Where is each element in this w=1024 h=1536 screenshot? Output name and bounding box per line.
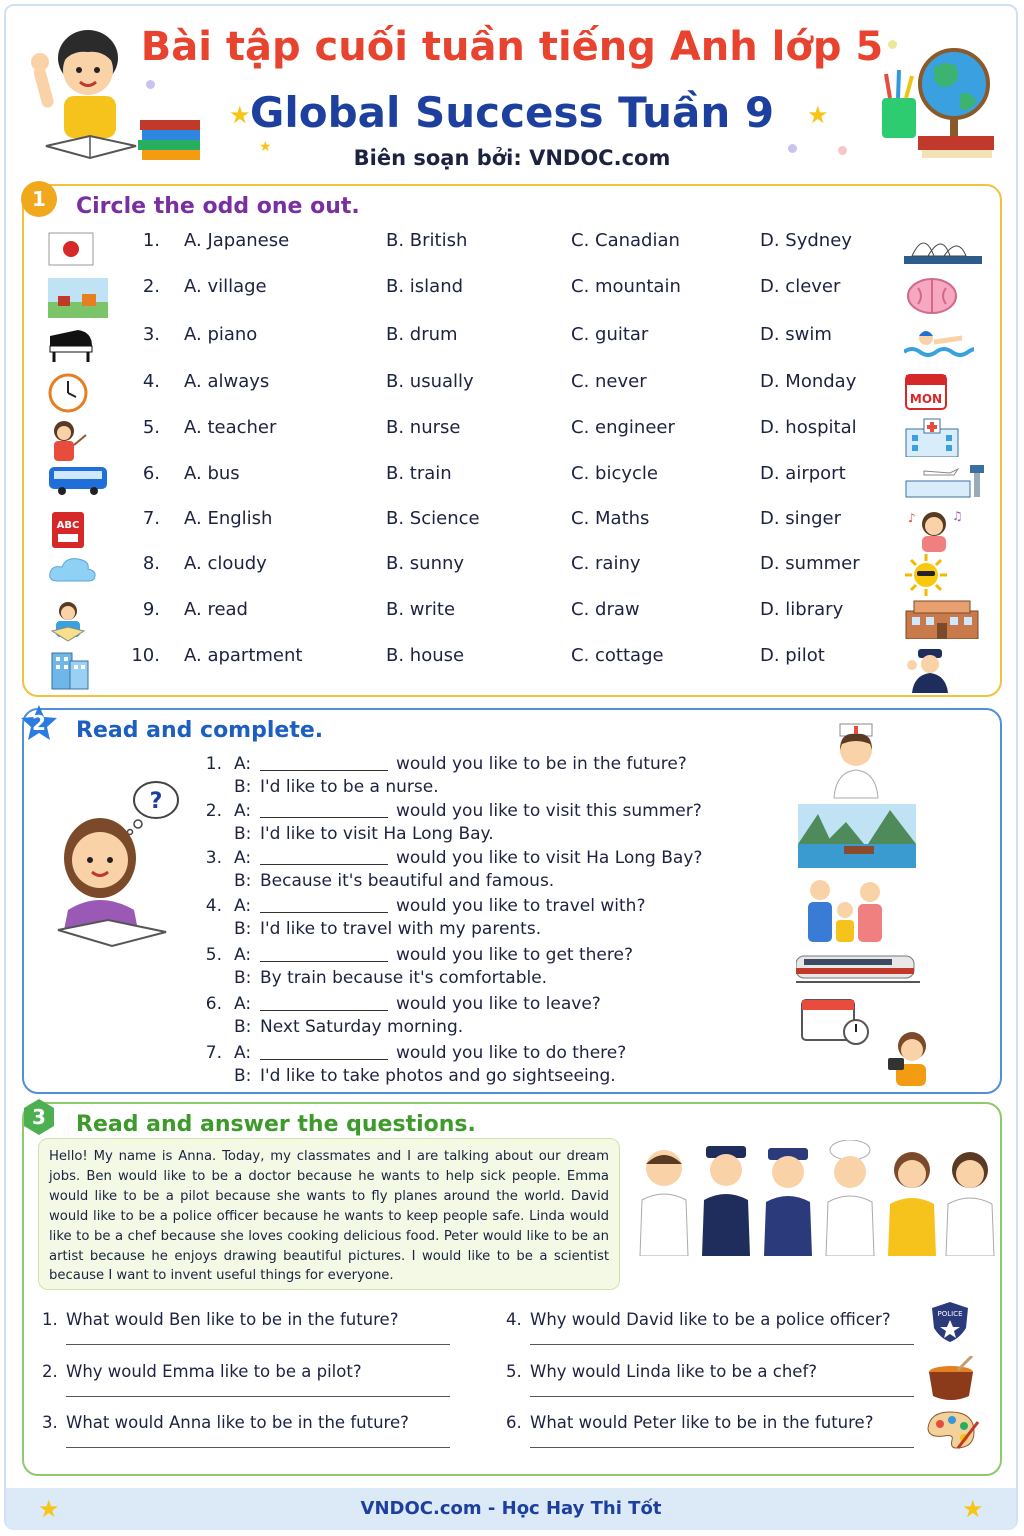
speaker-a-label: A: [234, 896, 252, 916]
answer-blank[interactable] [260, 961, 388, 962]
speaker-b-label: B: [234, 777, 252, 797]
dialogue-item [200, 896, 800, 942]
dialogue-item [200, 848, 800, 894]
option-d[interactable]: D. singer [760, 508, 841, 529]
paint-palette-icon [924, 1408, 980, 1454]
comprehension-question [42, 1413, 409, 1432]
svg-text:?: ? [149, 789, 163, 814]
village-icon [48, 278, 94, 312]
option-a[interactable]: A. Japanese [184, 230, 290, 251]
option-b[interactable]: B. island [386, 276, 464, 297]
question-number: 3. [142, 324, 160, 345]
answer-blank[interactable] [260, 912, 388, 913]
page-title: Bài tập cuối tuần tiếng Anh lớp 5 [140, 24, 884, 70]
answer-blank[interactable] [260, 817, 388, 818]
dialogue-answer: I'd like to be a nurse. [260, 777, 439, 797]
girl-thinking-icon [38, 780, 198, 960]
speaker-a-label: A: [234, 1043, 252, 1063]
section-2-badge-icon [20, 704, 58, 742]
dream-jobs-people-icon [634, 1140, 996, 1256]
option-d[interactable]: D. library [760, 599, 844, 620]
question-row [24, 645, 1004, 685]
question-row [24, 553, 1004, 593]
question-row [24, 417, 1004, 457]
section-1-badge-icon [20, 180, 58, 218]
photographer-girl-icon [886, 1028, 936, 1088]
question-text: What would Peter like to be in the future? [530, 1413, 874, 1432]
dialogue-number: 1. [205, 754, 222, 774]
section-3-title: Read and answer the questions. [76, 1112, 476, 1137]
page-subtitle: Global Success Tuần 9 [249, 88, 775, 137]
question-number: 4. [506, 1310, 522, 1329]
answer-line[interactable] [66, 1396, 450, 1397]
option-a[interactable]: A. village [184, 276, 267, 297]
speaker-b-label: B: [234, 1017, 252, 1037]
option-b[interactable]: B. train [386, 463, 452, 484]
answer-blank[interactable] [260, 1059, 388, 1060]
comprehension-question [506, 1362, 818, 1381]
option-d[interactable]: D. clever [760, 276, 841, 297]
option-a[interactable]: A. apartment [184, 645, 303, 666]
piano-icon [48, 326, 94, 360]
dialogue-question: would you like to leave? [396, 994, 601, 1014]
speaker-a-label: A: [234, 754, 252, 774]
question-number: 5. [142, 417, 160, 438]
question-number: 7. [142, 508, 160, 529]
option-b[interactable]: B. drum [386, 324, 458, 345]
dialogue-item [200, 801, 800, 847]
brain-icon [904, 276, 964, 314]
option-d[interactable]: D. summer [760, 553, 860, 574]
dialogue-number: 5. [205, 945, 222, 965]
option-a[interactable]: A. cloudy [184, 553, 267, 574]
question-number: 2. [42, 1362, 58, 1381]
dialogue-question: would you like to do there? [396, 1043, 627, 1063]
question-number: 1. [142, 230, 160, 251]
option-c[interactable]: C. mountain [571, 276, 681, 297]
section-1-title: Circle the odd one out. [76, 194, 360, 219]
dialogue-number: 6. [205, 994, 222, 1014]
calendar-icon [904, 371, 964, 409]
option-c[interactable]: C. Canadian [571, 230, 680, 251]
dialogue-answer: Next Saturday morning. [260, 1017, 464, 1037]
question-row [24, 324, 1004, 364]
abc-book-icon [48, 510, 94, 544]
option-b[interactable]: B. sunny [386, 553, 465, 574]
question-row [24, 599, 1004, 639]
police-badge-icon [928, 1300, 972, 1344]
nurse-icon [826, 720, 886, 800]
speaker-b-label: B: [234, 919, 252, 939]
option-b[interactable]: B. Science [386, 508, 480, 529]
option-a[interactable]: A. always [184, 371, 270, 392]
section-2-title: Read and complete. [76, 718, 324, 743]
answer-line[interactable] [530, 1344, 914, 1345]
option-c[interactable]: C. bicycle [571, 463, 658, 484]
svg-text:♪: ♪ [908, 511, 916, 525]
svg-text:♫: ♫ [952, 509, 963, 523]
singer-icon [904, 508, 964, 546]
question-row [24, 276, 1004, 316]
option-c[interactable]: C. rainy [571, 553, 641, 574]
option-c[interactable]: C. draw [571, 599, 640, 620]
sydney-opera-house-icon [904, 230, 964, 268]
speaker-a-label: A: [234, 848, 252, 868]
question-row [24, 508, 1004, 548]
train-icon [796, 946, 920, 988]
option-b[interactable]: B. write [386, 599, 456, 620]
question-row [24, 463, 1004, 503]
reading-boy-icon [48, 601, 94, 635]
section-odd-one-out [22, 184, 1002, 697]
dialogue-number: 2. [205, 801, 222, 821]
option-a[interactable]: A. teacher [184, 417, 277, 438]
option-b[interactable]: B. nurse [386, 417, 461, 438]
question-text: Why would Emma like to be a pilot? [66, 1362, 362, 1381]
question-text: Why would David like to be a police officer? [530, 1310, 891, 1329]
footer [6, 1488, 1016, 1530]
speaker-b-label: B: [234, 968, 252, 988]
option-d[interactable]: D. hospital [760, 417, 857, 438]
dialogue-item [200, 1043, 800, 1089]
option-c[interactable]: C. guitar [571, 324, 649, 345]
clock-icon [48, 373, 94, 407]
section-1-number: 1 [32, 187, 46, 211]
option-a[interactable]: A. English [184, 508, 273, 529]
sun-icon [904, 553, 964, 591]
section-read-answer [22, 1102, 1002, 1476]
option-a[interactable]: A. bus [184, 463, 240, 484]
option-b[interactable]: B. usually [386, 371, 474, 392]
option-d[interactable]: D. Sydney [760, 230, 852, 251]
bus-icon [48, 465, 94, 499]
section-read-complete [22, 708, 1002, 1094]
speaker-a-label: A: [234, 994, 252, 1014]
question-number: 6. [506, 1413, 522, 1432]
dialogue-answer: Because it's beautiful and famous. [260, 871, 555, 891]
speaker-a-label: A: [234, 801, 252, 821]
answer-line[interactable] [66, 1344, 450, 1345]
answer-blank[interactable] [260, 1010, 388, 1011]
option-c[interactable]: C. Maths [571, 508, 650, 529]
answer-line[interactable] [66, 1447, 450, 1448]
dialogue-item [200, 994, 800, 1040]
cloud-icon [48, 555, 94, 589]
family-icon [800, 876, 892, 946]
comprehension-question [42, 1310, 399, 1329]
svg-text:POLICE: POLICE [937, 1310, 963, 1318]
question-number: 9. [142, 599, 160, 620]
option-b[interactable]: B. house [386, 645, 465, 666]
speaker-a-label: A: [234, 945, 252, 965]
option-d[interactable]: D. airport [760, 463, 846, 484]
speaker-b-label: B: [234, 871, 252, 891]
option-d[interactable]: D. pilot [760, 645, 825, 666]
section-2-number: 2 [32, 711, 46, 735]
question-text: What would Ben like to be in the future? [66, 1310, 399, 1329]
option-c[interactable]: C. engineer [571, 417, 675, 438]
option-d[interactable]: D. Monday [760, 371, 857, 392]
question-text: What would Anna like to be in the future? [66, 1413, 409, 1432]
cooking-pot-icon [924, 1356, 978, 1402]
calendar-clock-icon [800, 994, 872, 1046]
footer-star-left-icon: ★ [38, 1495, 60, 1523]
library-icon [904, 599, 964, 637]
svg-text:MON: MON [909, 392, 943, 406]
svg-text:ABC: ABC [56, 520, 80, 531]
dialogue-question: would you like to visit Ha Long Bay? [396, 848, 703, 868]
question-number: 8. [142, 553, 160, 574]
section-3-number: 3 [32, 1105, 46, 1129]
pilot-icon [904, 645, 964, 683]
japan-flag-icon [48, 232, 94, 266]
reading-passage: Hello! My name is Anna. Today, my classmates and I are talking about our dream jobs. Ben would like to be a doctor because he wants to help sick people. Emma would like to be a pilot because she wants to fly planes around the world. David would like to be a police officer because he wants to keep people safe. Linda would like to be a chef because she loves cooking delicious food. Peter would like to be an artist because he enjoys drawing beautiful pictures. I would like to be a scientist because I want to invent useful things for everyone. [38, 1138, 620, 1290]
speaker-b-label: B: [234, 1066, 252, 1086]
dialogue-question: would you like to be in the future? [396, 754, 687, 774]
dialogue-question: would you like to travel with? [396, 896, 646, 916]
option-d[interactable]: D. swim [760, 324, 832, 345]
dialogue-number: 3. [205, 848, 222, 868]
dialogue-answer: I'd like to visit Ha Long Bay. [260, 824, 494, 844]
question-number: 4. [142, 371, 160, 392]
option-c[interactable]: C. cottage [571, 645, 664, 666]
question-number: 1. [42, 1310, 58, 1329]
question-row [24, 371, 1004, 411]
swimmer-icon [904, 324, 964, 362]
answer-blank[interactable] [260, 770, 388, 771]
dialogue-answer: I'd like to travel with my parents. [260, 919, 542, 939]
dialogue-number: 7. [205, 1043, 222, 1063]
dialogue-answer: By train because it's comfortable. [260, 968, 548, 988]
question-text: Why would Linda like to be a chef? [530, 1362, 818, 1381]
dialogue-question: would you like to visit this summer? [396, 801, 702, 821]
airport-icon [904, 463, 964, 501]
teacher-icon [48, 419, 94, 453]
question-number: 6. [142, 463, 160, 484]
option-c[interactable]: C. never [571, 371, 647, 392]
question-number: 2. [142, 276, 160, 297]
author-byline: Biên soạn bởi: VNDOC.com [353, 146, 671, 170]
footer-text: VNDOC.com - Học Hay Thi Tốt [360, 1498, 662, 1519]
dialogue-answer: I'd like to take photos and go sightseeing. [260, 1066, 616, 1086]
dialogue-question: would you like to get there? [396, 945, 633, 965]
comprehension-question [506, 1413, 874, 1432]
footer-star-right-icon: ★ [962, 1495, 984, 1523]
hospital-icon [904, 417, 964, 455]
dialogue-number: 4. [205, 896, 222, 916]
option-a[interactable]: A. piano [184, 324, 258, 345]
question-number: 3. [42, 1413, 58, 1432]
answer-line[interactable] [530, 1396, 914, 1397]
option-b[interactable]: B. British [386, 230, 468, 251]
question-row [24, 230, 1004, 270]
option-a[interactable]: A. read [184, 599, 248, 620]
dialogue-item [200, 754, 800, 800]
question-number: 10. [131, 645, 160, 666]
speaker-b-label: B: [234, 824, 252, 844]
question-number: 5. [506, 1362, 522, 1381]
answer-line[interactable] [530, 1447, 914, 1448]
answer-blank[interactable] [260, 864, 388, 865]
section-3-badge-icon [20, 1098, 58, 1136]
comprehension-question [506, 1310, 891, 1329]
apartment-icon [48, 647, 94, 681]
comprehension-question [42, 1362, 362, 1381]
ha-long-bay-icon [798, 804, 916, 868]
dialogue-item [200, 945, 800, 991]
